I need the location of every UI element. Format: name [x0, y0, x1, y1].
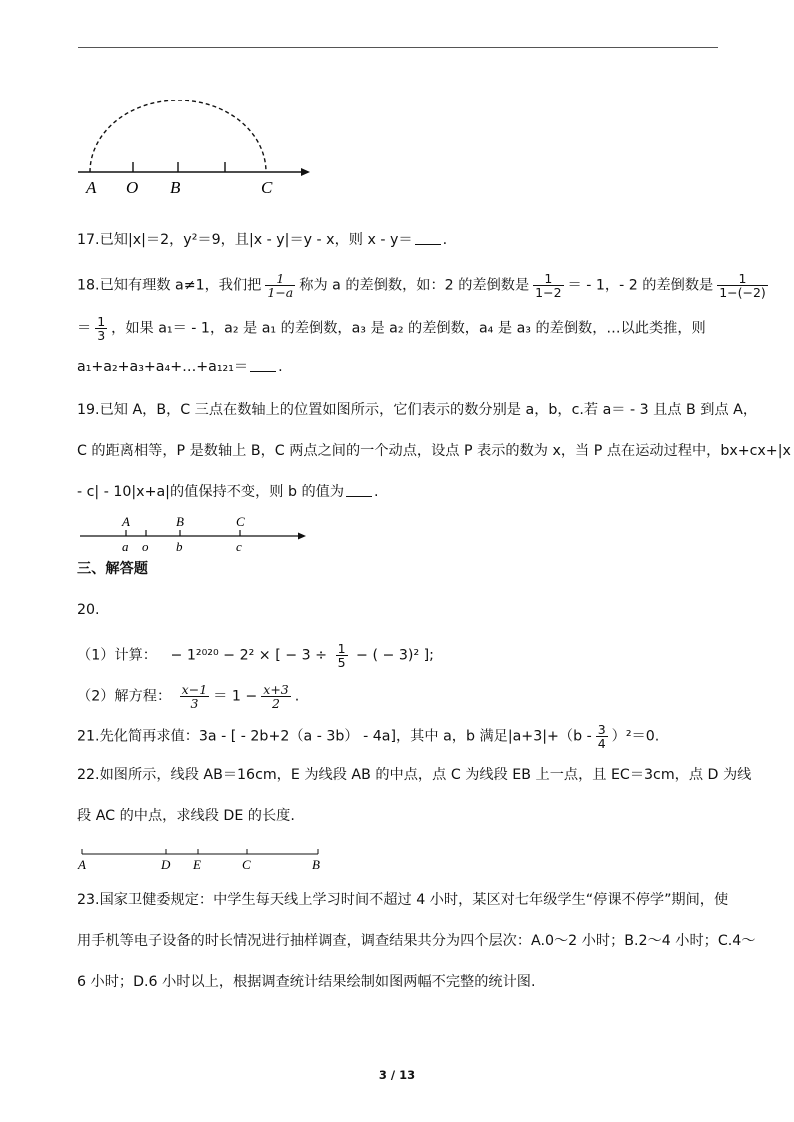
question-23-line-3: 6 小时；D.6 小时以上，根据调查统计结果绘制如图两幅不完整的统计图. — [77, 974, 536, 990]
question-17: 17.已知|x|＝2，y²＝9，且|x - y|＝y - x，则 x - y＝ . — [77, 232, 448, 248]
question-19-line-2: C 的距离相等，P 是数轴上 B，C 两点之间的一个动点，设点 P 表示的数为 x，当 P 点在运动过程中，bx+cx+|x — [77, 443, 791, 459]
q19-number-line-figure — [80, 512, 320, 558]
svg-text:B: B — [176, 514, 184, 529]
label-A: A — [86, 178, 97, 197]
question-23-line-1: 23.国家卫健委规定：中学生每天线上学习时间不超过 4 小时，某区对七年级学生“停课不停学”期间，使 — [77, 892, 729, 908]
svg-text:A: A — [122, 514, 130, 529]
question-19-line-1: 19.已知 A，B，C 三点在数轴上的位置如图所示，它们表示的数分别是 a，b，c.若 a＝ - 3 且点 B 到点 A， — [77, 402, 758, 418]
question-18-line-1: 18.已知有理数 a≠1，我们把 $\frac{1}{1-a}$ 称为 a 的差倒数，如：2 的差倒数是 $\frac{1}{1-2}$ ＝ - 1，- 2 的差倒数是 $\frac{1}{1-(-2)}$ — [77, 271, 766, 300]
svg-text:A: A — [78, 857, 86, 872]
label-C: C — [261, 178, 273, 197]
section-title-answers: 三、解答题 — [77, 561, 148, 577]
q17-answer-blank — [415, 232, 441, 245]
q17-text: 17.已知|x|＝2，y²＝9，且|x - y|＝y - x，则 x - y＝ — [77, 232, 413, 248]
fraction: $\frac{3}{4}$ — [597, 722, 606, 751]
number-line-semicircle-figure — [70, 100, 320, 210]
question-19-line-3: - c| - 10|x+a|的值保持不变，则 b 的值为 . — [77, 484, 379, 500]
fraction: $\frac{1}{3}$ — [97, 314, 106, 343]
question-20-part-2: （2）解方程： $\frac{x-1}{3}$ ＝ 1 − $\frac{x+3}{2}$ . — [77, 682, 300, 711]
q18-answer-blank — [250, 359, 276, 372]
header-rule — [78, 47, 718, 48]
question-22-line-1: 22.如图所示，线段 AB＝16cm，E 为线段 AB 的中点，点 C 为线段 EB 上一点，且 EC＝3cm，点 D 为线 — [77, 767, 752, 783]
svg-text:C: C — [236, 514, 245, 529]
fraction: $\frac{x-1}{3}$ — [181, 682, 208, 711]
label-B: B — [170, 178, 181, 197]
question-20-number: 20. — [77, 602, 100, 618]
fraction: $\frac{1}{1-(-2)}$ — [719, 271, 766, 300]
fraction: $\frac{1}{1-2}$ — [535, 271, 562, 300]
fraction: $\frac{x+3}{2}$ — [263, 682, 289, 711]
question-18-line-2: ＝ $\frac{1}{3}$ ，如果 a₁＝ - 1，a₂ 是 a₁ 的差倒数，a₃ 是 a₂ 的差倒数，a₄ 是 a₃ 的差倒数，…以此类推，则 — [77, 314, 706, 343]
question-21: 21.先化简再求值：3a - [ - 2b+2（a - 3b） - 4a]，其中 a，b 满足|a+3|+（b - $\frac{3}{4}$ ）²＝0. — [77, 722, 660, 751]
fraction: $\frac{1}{1-a}$ — [267, 271, 294, 300]
question-23-line-2: 用手机等电子设备的时长情况进行抽样调查，调查结果共分为四个层次：A.0～2 小时；B.2～4 小时；C.4～ — [77, 933, 756, 949]
svg-text:B: B — [312, 857, 320, 872]
question-22-line-2: 段 AC 的中点，求线段 DE 的长度. — [77, 808, 295, 824]
svg-text:D: D — [161, 857, 171, 872]
label-O: O — [126, 178, 139, 197]
svg-text:a: a — [122, 539, 129, 554]
svg-text:b: b — [176, 539, 183, 554]
svg-text:o: o — [142, 539, 149, 554]
svg-text:E: E — [193, 857, 201, 872]
page-number: 3 / 13 — [378, 1068, 416, 1082]
question-20-part-1: （1）计算： − 1²⁰²⁰ − 2² × [ − 3 ÷ $\frac{1}{5}$ − ( − 3)² ]; — [77, 641, 434, 670]
svg-text:C: C — [242, 857, 251, 872]
q22-segment-figure — [76, 842, 336, 872]
svg-text:c: c — [236, 539, 242, 554]
q19-answer-blank — [346, 484, 372, 497]
question-18-line-3: a₁+a₂+a₃+a₄+…+a₁₂₁＝ . — [77, 359, 283, 375]
fraction: $\frac{1}{5}$ — [337, 641, 346, 670]
